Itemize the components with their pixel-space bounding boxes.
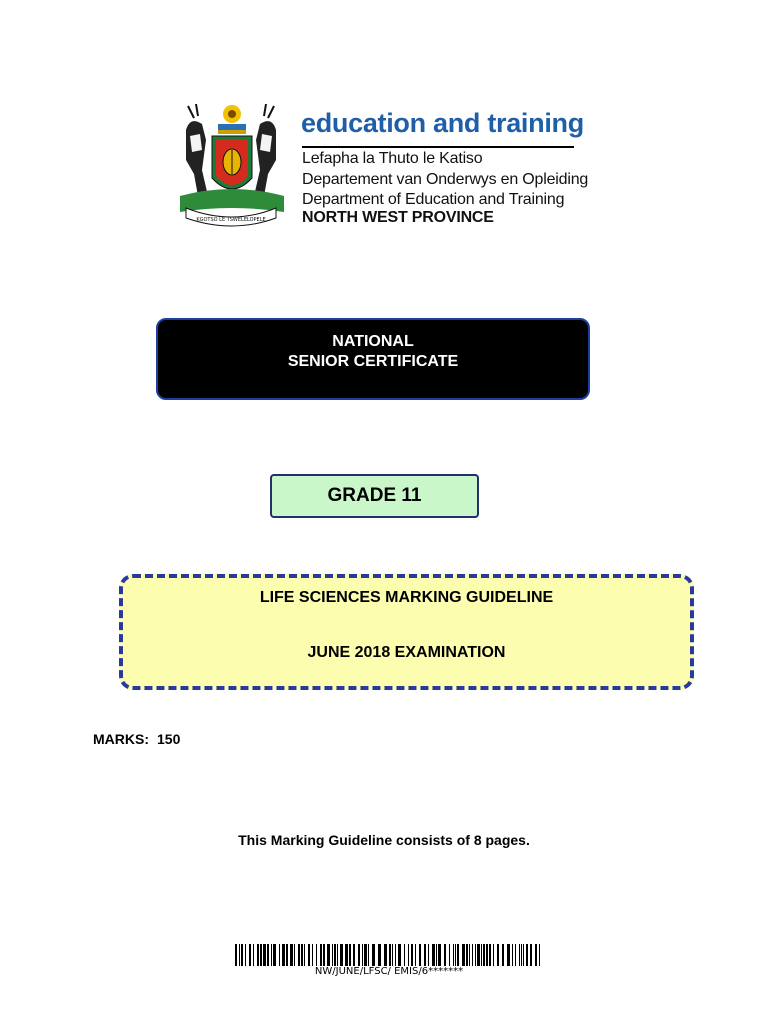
barcode-bar (349, 944, 351, 966)
barcode-bar (294, 944, 295, 966)
barcode-bar (304, 944, 305, 966)
barcode-bar (308, 944, 310, 966)
barcode-bar (523, 944, 524, 966)
barcode-bar (449, 944, 450, 966)
barcode-bar (245, 944, 246, 966)
barcode-bar (282, 944, 285, 966)
subject-panel (119, 574, 694, 690)
barcode-bar (515, 944, 516, 966)
barcode-bar (249, 944, 251, 966)
barcode-bar (444, 944, 446, 966)
barcode-bar (481, 944, 482, 966)
barcode-bar (455, 944, 456, 966)
exam-title: JUNE 2018 EXAMINATION (307, 644, 506, 661)
barcode-bar (432, 944, 435, 966)
barcode-bar (267, 944, 269, 966)
barcode-bar (453, 944, 454, 966)
barcode-bar (298, 944, 300, 966)
barcode-bar (507, 944, 510, 966)
marks-line (93, 731, 180, 747)
marks-label: MARKS: (93, 731, 149, 747)
barcode-bar (337, 944, 338, 966)
barcode-bar (320, 944, 322, 966)
barcode-bar (408, 944, 409, 966)
barcode-bar (469, 944, 470, 966)
coat-of-arms-logo (172, 100, 290, 230)
barcode-bar (398, 944, 401, 966)
barcode-bar (497, 944, 499, 966)
barcode-bar (395, 944, 396, 966)
marks-value: 150 (157, 731, 181, 747)
barcode-bar (273, 944, 276, 966)
barcode-bar (462, 944, 465, 966)
barcode-bar (332, 944, 333, 966)
barcode-bar (253, 944, 254, 966)
brand-title: education and training (301, 108, 584, 138)
barcode-bar (239, 944, 240, 966)
barcode-bar (286, 944, 288, 966)
barcode-bar (316, 944, 317, 966)
barcode-bar (312, 944, 313, 966)
barcode-bar (472, 944, 473, 966)
barcode-bar (493, 944, 494, 966)
certificate-line-2: SENIOR CERTIFICATE (287, 353, 459, 370)
barcode-bar (535, 944, 537, 966)
sun-icon (223, 105, 241, 123)
barcode-bar (539, 944, 540, 966)
barcode-bar (372, 944, 375, 966)
barcode-bar (466, 944, 468, 966)
barcode-bar (271, 944, 272, 966)
certificate-line-1: NATIONAL (332, 333, 414, 350)
barcode-bar (419, 944, 421, 966)
barcode-bar (489, 944, 491, 966)
brand-line-setswana: Lefapha la Thuto le Katiso (302, 150, 483, 167)
barcode-bar (345, 944, 348, 966)
barcode-bar (334, 944, 336, 966)
barcode-bar (384, 944, 387, 966)
barcode-bar (392, 944, 393, 966)
brand-line-province: NORTH WEST PROVINCE (302, 209, 494, 226)
barcode-bar (362, 944, 363, 966)
barcode-bar (364, 944, 367, 966)
barcode-bar (404, 944, 405, 966)
barcode-bar (411, 944, 413, 966)
barcode-bar (526, 944, 528, 966)
barcode-bar (483, 944, 485, 966)
barcode-bar (457, 944, 459, 966)
barcode-bar (327, 944, 330, 966)
barcode-bar (301, 944, 303, 966)
certificate-banner (156, 318, 590, 400)
barcode-bar (235, 944, 237, 966)
brand-divider (302, 146, 574, 148)
barcode-bar (323, 944, 325, 966)
barcode-code-text: NW/JUNE/LFSC/ EMIS/6******* (314, 966, 464, 977)
barcode-bar (502, 944, 504, 966)
grade-label: GRADE 11 (270, 474, 479, 518)
barcode-bar (438, 944, 441, 966)
barcode-bar (340, 944, 343, 966)
barcode-bar (415, 944, 416, 966)
barcode-bar (358, 944, 360, 966)
barcode-bar (260, 944, 262, 966)
barcode-bar (424, 944, 426, 966)
barcode-bar (241, 944, 243, 966)
crest-motto: KGOTSO LE TSWELELOPELE (196, 217, 266, 223)
brand-line-english: Department of Education and Training (302, 191, 565, 208)
barcode-bar (486, 944, 488, 966)
barcode-bar (279, 944, 280, 966)
barcode-bar (530, 944, 532, 966)
barcode (235, 944, 543, 966)
barcode-bar (436, 944, 437, 966)
page-count-note: This Marking Guideline consists of 8 pages. (238, 832, 530, 848)
barcode-bar (257, 944, 259, 966)
subject-title: LIFE SCIENCES MARKING GUIDELINE (259, 589, 554, 606)
brand-line-afrikaans: Departement van Onderwys en Opleiding (302, 171, 589, 188)
barcode-bar (389, 944, 391, 966)
barcode-bar (519, 944, 520, 966)
barcode-bar (428, 944, 429, 966)
barcode-bar (263, 944, 266, 966)
barcode-bar (521, 944, 522, 966)
barcode-bar (512, 944, 513, 966)
barcode-bar (477, 944, 480, 966)
barcode-bar (475, 944, 476, 966)
barcode-bar (290, 944, 293, 966)
barcode-bar (353, 944, 355, 966)
barcode-bar (368, 944, 369, 966)
barcode-bar (378, 944, 381, 966)
